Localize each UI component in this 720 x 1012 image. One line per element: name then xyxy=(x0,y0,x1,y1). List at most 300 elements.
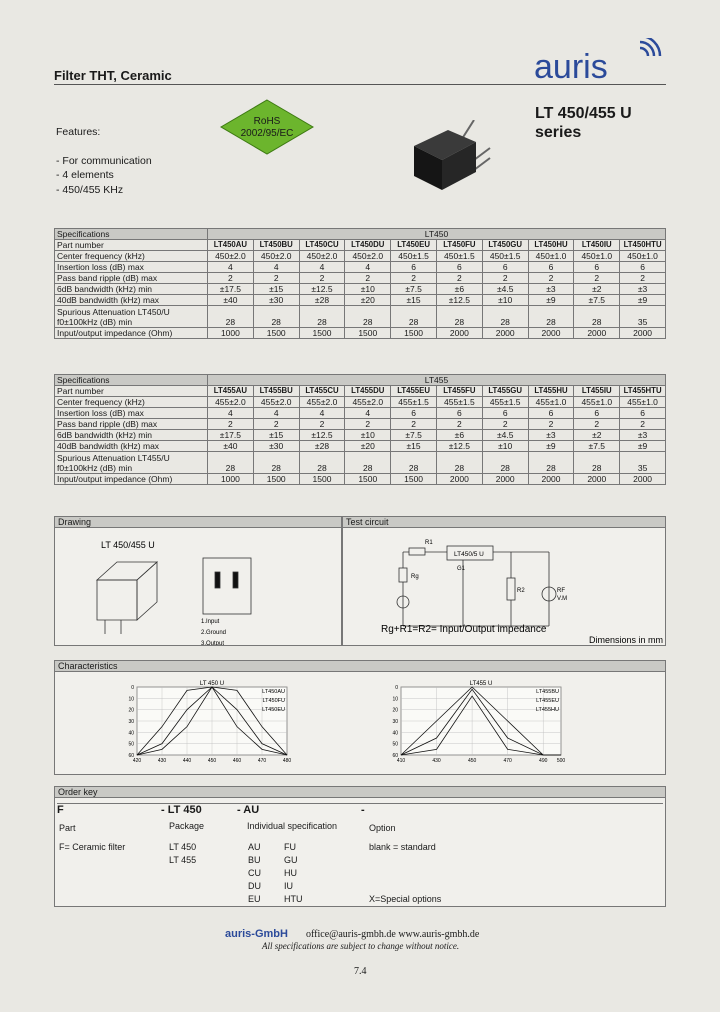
table-cell: 455±1.5 xyxy=(436,397,482,408)
x-tick-label: 450 xyxy=(467,758,477,764)
table-cell: 6 xyxy=(436,262,482,273)
table-cell: 450±1.0 xyxy=(620,251,666,262)
series-line1: LT 450/455 U xyxy=(535,105,632,122)
feature-item: - For communication xyxy=(56,154,152,167)
order-key-header: Order key xyxy=(55,787,665,798)
chart-title: LT455 U xyxy=(469,681,493,687)
table-cell: 450±2.0 xyxy=(299,251,345,262)
table-row xyxy=(55,251,666,262)
rohs-line2: 2002/95/EC xyxy=(240,128,294,139)
table-cell: ±28 xyxy=(299,295,345,306)
table-cell: ±4.5 xyxy=(482,284,528,295)
table-cell: 450±2.0 xyxy=(208,251,254,262)
table-cell: ±40 xyxy=(208,441,254,452)
table-cell: 2 xyxy=(299,273,345,284)
order-spec-value: IU xyxy=(284,881,293,891)
table-cell: ±7.5 xyxy=(391,284,437,295)
table-cell: 2 xyxy=(574,273,620,284)
table-cell: 28 xyxy=(299,452,345,474)
table-cell: ±12.5 xyxy=(299,284,345,295)
table-cell: 28 xyxy=(208,306,254,328)
logo-text: auris xyxy=(534,48,608,84)
series-line2: series xyxy=(535,124,582,141)
table-cell: ±7.5 xyxy=(574,441,620,452)
y-tick-label: 0 xyxy=(131,685,134,691)
table-cell: LT455HTU xyxy=(620,386,666,397)
row-label: Input/output impedance (Ohm) xyxy=(55,474,208,485)
table-cell: 6 xyxy=(528,408,574,419)
row-label: Center frequency (kHz) xyxy=(55,251,208,262)
page-number: 7.4 xyxy=(354,966,367,977)
order-code-option: - xyxy=(361,804,365,816)
table-cell: 6 xyxy=(391,408,437,419)
table-cell: 4 xyxy=(345,262,391,273)
table-cell: LT455GU xyxy=(482,386,528,397)
table-cell: LT455FU xyxy=(436,386,482,397)
table-cell: 455±1.5 xyxy=(482,397,528,408)
feature-item: - 4 elements xyxy=(56,169,114,181)
title-divider xyxy=(54,84,666,85)
table-cell: 6 xyxy=(482,262,528,273)
table-cell: 2000 xyxy=(620,328,666,339)
table-cell: ±9 xyxy=(528,295,574,306)
spec-table-lt455 xyxy=(54,374,666,485)
table-cell: 28 xyxy=(208,452,254,474)
table-cell: ±10 xyxy=(345,430,391,441)
table-cell: ±20 xyxy=(345,441,391,452)
y-tick-label: 50 xyxy=(392,741,398,748)
table-cell: ±10 xyxy=(345,284,391,295)
rohs-line1: RoHS xyxy=(253,116,281,127)
table-cell: ±9 xyxy=(528,441,574,452)
table-cell: 450±2.0 xyxy=(345,251,391,262)
table-cell: 455±2.0 xyxy=(345,397,391,408)
order-code-part: F xyxy=(57,804,64,816)
table-cell: ±9 xyxy=(620,295,666,306)
table-cell: 2000 xyxy=(528,474,574,485)
pin-label: 1.Input xyxy=(201,619,220,625)
table-row xyxy=(55,328,666,339)
features-heading: Features: xyxy=(56,126,101,138)
table-cell: 1500 xyxy=(253,474,299,485)
table-spec-label: Specifications xyxy=(55,229,208,240)
table-row xyxy=(55,419,666,430)
y-tick-label: 40 xyxy=(128,730,134,737)
row-label: Part number xyxy=(55,386,208,397)
table-cell: 2 xyxy=(208,419,254,430)
table-cell: 2 xyxy=(436,273,482,284)
table-cell: ±7.5 xyxy=(574,295,620,306)
table-cell: 1500 xyxy=(345,474,391,485)
table-cell: 6 xyxy=(620,408,666,419)
table-cell: 6 xyxy=(574,408,620,419)
order-option-value: blank = standard xyxy=(369,842,436,852)
y-tick-label: 60 xyxy=(392,753,398,759)
table-cell: 2000 xyxy=(528,328,574,339)
table-cell: 28 xyxy=(574,306,620,328)
order-spec-value: EU xyxy=(248,894,261,904)
order-code-package: - LT 450 xyxy=(161,804,202,816)
x-tick-label: 420 xyxy=(132,758,142,764)
row-label-line: Spurious Attenuation LT450/U xyxy=(57,306,170,317)
table-cell: 1500 xyxy=(391,328,437,339)
table-row xyxy=(55,284,666,295)
table-cell: 455±1.0 xyxy=(574,397,620,408)
table-cell: ±12.5 xyxy=(299,430,345,441)
table-cell: 6 xyxy=(482,408,528,419)
x-tick-label: 500 xyxy=(556,758,566,764)
order-code-spec: - AU xyxy=(237,804,260,816)
dimension-drawing xyxy=(55,528,341,645)
features-list xyxy=(56,125,152,197)
table-row xyxy=(55,430,666,441)
table-cell: 4 xyxy=(208,408,254,419)
table-row xyxy=(55,295,666,306)
table-cell: LT455DU xyxy=(345,386,391,397)
table-cell: 2 xyxy=(436,419,482,430)
row-label: 40dB bandwidth (kHz) max xyxy=(55,295,208,306)
table-cell: 450±1.0 xyxy=(574,251,620,262)
table-cell: 2 xyxy=(620,419,666,430)
table-cell: LT455IU xyxy=(574,386,620,397)
table-cell: 28 xyxy=(253,306,299,328)
table-cell: 4 xyxy=(299,408,345,419)
table-cell: ±2 xyxy=(574,284,620,295)
table-cell: 28 xyxy=(391,306,437,328)
y-tick-label: 10 xyxy=(128,696,134,703)
test-circuit-header: Test circuit xyxy=(343,517,665,528)
table-cell: 4 xyxy=(299,262,345,273)
dimensions-note: Dimensions in mm xyxy=(588,635,663,645)
order-spec-value: BU xyxy=(248,855,261,865)
table-cell: 4 xyxy=(345,408,391,419)
table-cell: LT450BU xyxy=(253,240,299,251)
table-cell: ±15 xyxy=(391,295,437,306)
table-cell: ±30 xyxy=(253,295,299,306)
table-cell: 2000 xyxy=(482,474,528,485)
table-cell: ±2 xyxy=(574,430,620,441)
order-key-panel xyxy=(54,786,666,907)
table-group-label: LT455 xyxy=(208,375,666,386)
table-cell: 1500 xyxy=(391,474,437,485)
auris-logo xyxy=(532,38,672,84)
table-cell: 455±2.0 xyxy=(253,397,299,408)
table-cell: 1500 xyxy=(299,474,345,485)
table-cell: 28 xyxy=(574,452,620,474)
table-cell: 2 xyxy=(482,419,528,430)
table-cell: ±12.5 xyxy=(436,441,482,452)
row-label: 40dB bandwidth (kHz) max xyxy=(55,441,208,452)
table-cell: ±6 xyxy=(436,284,482,295)
table-cell: LT455CU xyxy=(299,386,345,397)
table-cell: ±3 xyxy=(620,284,666,295)
order-spec-value: FU xyxy=(284,842,296,852)
table-cell: 2 xyxy=(528,273,574,284)
table-cell: 2 xyxy=(482,273,528,284)
table-cell: 1500 xyxy=(345,328,391,339)
table-cell: 450±1.0 xyxy=(528,251,574,262)
table-cell: 2000 xyxy=(620,474,666,485)
table-cell: 2 xyxy=(345,419,391,430)
legend-entry: LT450FU xyxy=(262,698,285,704)
table-cell: LT450CU xyxy=(299,240,345,251)
table-cell: LT450EU xyxy=(391,240,437,251)
y-tick-label: 0 xyxy=(395,685,398,691)
order-heading-spec: Individual specification xyxy=(247,821,338,831)
table-cell: 450±1.5 xyxy=(436,251,482,262)
rohs-badge xyxy=(219,98,315,156)
characteristics-panel xyxy=(54,660,666,775)
table-cell: LT450HTU xyxy=(620,240,666,251)
table-cell: 28 xyxy=(299,306,345,328)
legend-entry: LT455EU xyxy=(536,698,559,704)
y-tick-label: 60 xyxy=(128,753,134,759)
table-cell: 6 xyxy=(574,262,620,273)
characteristics-header: Characteristics xyxy=(55,661,665,672)
row-label xyxy=(55,452,208,474)
table-cell: 455±2.0 xyxy=(299,397,345,408)
chart-title: LT 450 U xyxy=(199,681,225,687)
table-cell: 450±1.5 xyxy=(391,251,437,262)
table-cell: ±20 xyxy=(345,295,391,306)
chart-lt450 xyxy=(121,677,311,772)
footer-note: All specifications are subject to change without notice. xyxy=(262,941,460,951)
table-cell: ±3 xyxy=(620,430,666,441)
table-cell: 455±1.5 xyxy=(391,397,437,408)
table-cell: ±28 xyxy=(299,441,345,452)
x-tick-label: 410 xyxy=(396,758,406,764)
page-title: Filter THT, Ceramic xyxy=(54,68,172,83)
table-cell: ±15 xyxy=(253,430,299,441)
row-label: 6dB bandwidth (kHz) min xyxy=(55,284,208,295)
table-cell: LT450HU xyxy=(528,240,574,251)
table-row xyxy=(55,262,666,273)
footer-brand: auris-GmbH xyxy=(225,928,288,940)
legend-entry: LT455BU xyxy=(536,689,559,695)
table-cell: 28 xyxy=(436,306,482,328)
table-cell: LT450AU xyxy=(208,240,254,251)
table-row xyxy=(55,306,666,328)
table-row xyxy=(55,397,666,408)
table-row xyxy=(55,474,666,485)
table-cell: 6 xyxy=(528,262,574,273)
circuit-rf: RF xyxy=(557,588,565,594)
table-cell: LT450DU xyxy=(345,240,391,251)
table-cell: ±40 xyxy=(208,295,254,306)
table-cell: LT455HU xyxy=(528,386,574,397)
y-tick-label: 40 xyxy=(392,730,398,737)
x-tick-label: 470 xyxy=(257,758,267,764)
row-label: Input/output impedance (Ohm) xyxy=(55,328,208,339)
row-label-line: Spurious Attenuation LT455/U xyxy=(57,452,170,463)
table-cell: 455±2.0 xyxy=(208,397,254,408)
table-cell: ±3 xyxy=(528,430,574,441)
x-tick-label: 430 xyxy=(432,758,441,764)
circuit-r1: R1 xyxy=(425,540,433,546)
pin-label: 2.Ground xyxy=(201,630,227,636)
table-cell: 28 xyxy=(482,306,528,328)
table-cell: ±7.5 xyxy=(391,430,437,441)
table-cell: 450±2.0 xyxy=(253,251,299,262)
x-tick-label: 440 xyxy=(182,758,192,764)
table-cell: 28 xyxy=(345,452,391,474)
table-cell: ±12.5 xyxy=(436,295,482,306)
spec-table-lt450 xyxy=(54,228,666,339)
order-spec-value: HTU xyxy=(284,894,303,904)
circuit-rg: Rg xyxy=(411,574,419,580)
table-cell: LT450IU xyxy=(574,240,620,251)
table-row xyxy=(55,386,666,397)
table-cell: ±3 xyxy=(528,284,574,295)
y-tick-label: 10 xyxy=(392,696,398,703)
row-label: Pass band ripple (dB) max xyxy=(55,419,208,430)
table-cell: 2 xyxy=(345,273,391,284)
table-cell: LT455EU xyxy=(391,386,437,397)
table-cell: 4 xyxy=(208,262,254,273)
table-cell: LT450FU xyxy=(436,240,482,251)
table-cell: 28 xyxy=(528,452,574,474)
table-cell: ±9 xyxy=(620,441,666,452)
x-tick-label: 480 xyxy=(282,758,292,764)
table-cell: 2 xyxy=(253,419,299,430)
chart-lt455 xyxy=(385,677,585,772)
table-cell: 35 xyxy=(620,306,666,328)
table-row xyxy=(55,273,666,284)
table-cell: 450±1.5 xyxy=(482,251,528,262)
table-cell: 28 xyxy=(345,306,391,328)
drawing-panel xyxy=(54,516,342,646)
table-spec-label: Specifications xyxy=(55,375,208,386)
pin-label: 3.Output xyxy=(201,641,225,645)
table-cell: 6 xyxy=(436,408,482,419)
table-cell: ±6 xyxy=(436,430,482,441)
x-tick-label: 490 xyxy=(539,758,548,764)
table-cell: 2 xyxy=(208,273,254,284)
table-row xyxy=(55,441,666,452)
row-label: Pass band ripple (dB) max xyxy=(55,273,208,284)
drawing-label: LT 450/455 U xyxy=(101,540,155,550)
legend-entry: LT450AU xyxy=(262,689,285,695)
row-label: Insertion loss (dB) max xyxy=(55,408,208,419)
y-tick-label: 20 xyxy=(392,707,398,714)
series-title xyxy=(535,104,632,142)
order-package-value: LT 455 xyxy=(169,855,197,865)
table-cell: 28 xyxy=(528,306,574,328)
x-tick-label: 430 xyxy=(157,758,167,764)
order-spec-value: CU xyxy=(248,868,261,878)
footer-contact: office@auris-gmbh.de www.auris-gmbh.de xyxy=(306,929,480,940)
order-spec-value: GU xyxy=(284,855,298,865)
row-label: Center frequency (kHz) xyxy=(55,397,208,408)
order-heading-package: Package xyxy=(169,821,205,831)
order-heading-part: Part xyxy=(59,823,76,833)
table-cell: 28 xyxy=(391,452,437,474)
table-cell: 28 xyxy=(436,452,482,474)
table-cell: 2 xyxy=(574,419,620,430)
table-cell: 2 xyxy=(620,273,666,284)
table-cell: LT455AU xyxy=(208,386,254,397)
y-tick-label: 50 xyxy=(128,741,134,748)
legend-entry: LT455HU xyxy=(535,707,559,713)
table-cell: ±15 xyxy=(391,441,437,452)
order-option-value: X=Special options xyxy=(369,894,442,904)
table-cell: 455±1.0 xyxy=(528,397,574,408)
order-heading-option: Option xyxy=(369,823,396,833)
circuit-part: LT450/5 U xyxy=(454,551,484,558)
table-cell: 2 xyxy=(391,419,437,430)
table-cell: 2000 xyxy=(436,474,482,485)
table-cell: 455±1.0 xyxy=(620,397,666,408)
table-cell: 2 xyxy=(391,273,437,284)
table-cell: 6 xyxy=(391,262,437,273)
table-group-label: LT450 xyxy=(208,229,666,240)
filter-component-image xyxy=(408,120,498,190)
table-cell: 1000 xyxy=(208,474,254,485)
x-tick-label: 450 xyxy=(207,758,217,764)
table-row xyxy=(55,452,666,474)
order-spec-value: HU xyxy=(284,868,297,878)
test-circuit-panel xyxy=(342,516,666,646)
table-cell: ±30 xyxy=(253,441,299,452)
table-cell: 4 xyxy=(253,408,299,419)
table-cell: ±17.5 xyxy=(208,430,254,441)
table-cell: LT450GU xyxy=(482,240,528,251)
table-cell: ±15 xyxy=(253,284,299,295)
row-label-line: f0±100kHz (dB) min xyxy=(57,316,133,327)
order-part-value: F= Ceramic filter xyxy=(59,842,126,852)
table-row xyxy=(55,240,666,251)
row-label-line: f0±100kHz (dB) min xyxy=(57,462,133,473)
table-cell: 1500 xyxy=(299,328,345,339)
table-cell: 1500 xyxy=(253,328,299,339)
order-spec-value: AU xyxy=(248,842,261,852)
row-label: Part number xyxy=(55,240,208,251)
table-cell: 2000 xyxy=(436,328,482,339)
table-cell: ±4.5 xyxy=(482,430,528,441)
drawing-header: Drawing xyxy=(55,517,341,528)
order-package-value: LT 450 xyxy=(169,842,197,852)
circuit-vm: V.M xyxy=(557,596,568,602)
table-cell: 2000 xyxy=(574,328,620,339)
row-label: 6dB bandwidth (kHz) min xyxy=(55,430,208,441)
table-cell: 2 xyxy=(253,273,299,284)
test-circuit-diagram xyxy=(343,528,665,645)
circuit-r2: R2 xyxy=(517,588,525,594)
table-cell: 6 xyxy=(620,262,666,273)
table-cell: ±10 xyxy=(482,441,528,452)
table-cell: ±10 xyxy=(482,295,528,306)
row-label: Insertion loss (dB) max xyxy=(55,262,208,273)
y-tick-label: 20 xyxy=(128,707,134,714)
row-label xyxy=(55,306,208,328)
table-cell: ±17.5 xyxy=(208,284,254,295)
table-cell: 4 xyxy=(253,262,299,273)
table-row xyxy=(55,408,666,419)
x-tick-label: 460 xyxy=(232,758,242,764)
y-tick-label: 30 xyxy=(128,719,134,725)
table-cell: 2 xyxy=(299,419,345,430)
feature-item: - 450/455 KHz xyxy=(56,183,124,196)
table-cell: 28 xyxy=(253,452,299,474)
legend-entry: LT450EU xyxy=(262,707,285,713)
table-cell: LT455BU xyxy=(253,386,299,397)
x-tick-label: 470 xyxy=(503,758,512,764)
table-cell: 35 xyxy=(620,452,666,474)
table-cell: 2000 xyxy=(482,328,528,339)
circuit-formula: Rg+R1=R2= Input/Output impedance xyxy=(381,624,547,635)
circuit-g1: G1 xyxy=(457,566,466,572)
order-spec-value: DU xyxy=(248,881,261,891)
